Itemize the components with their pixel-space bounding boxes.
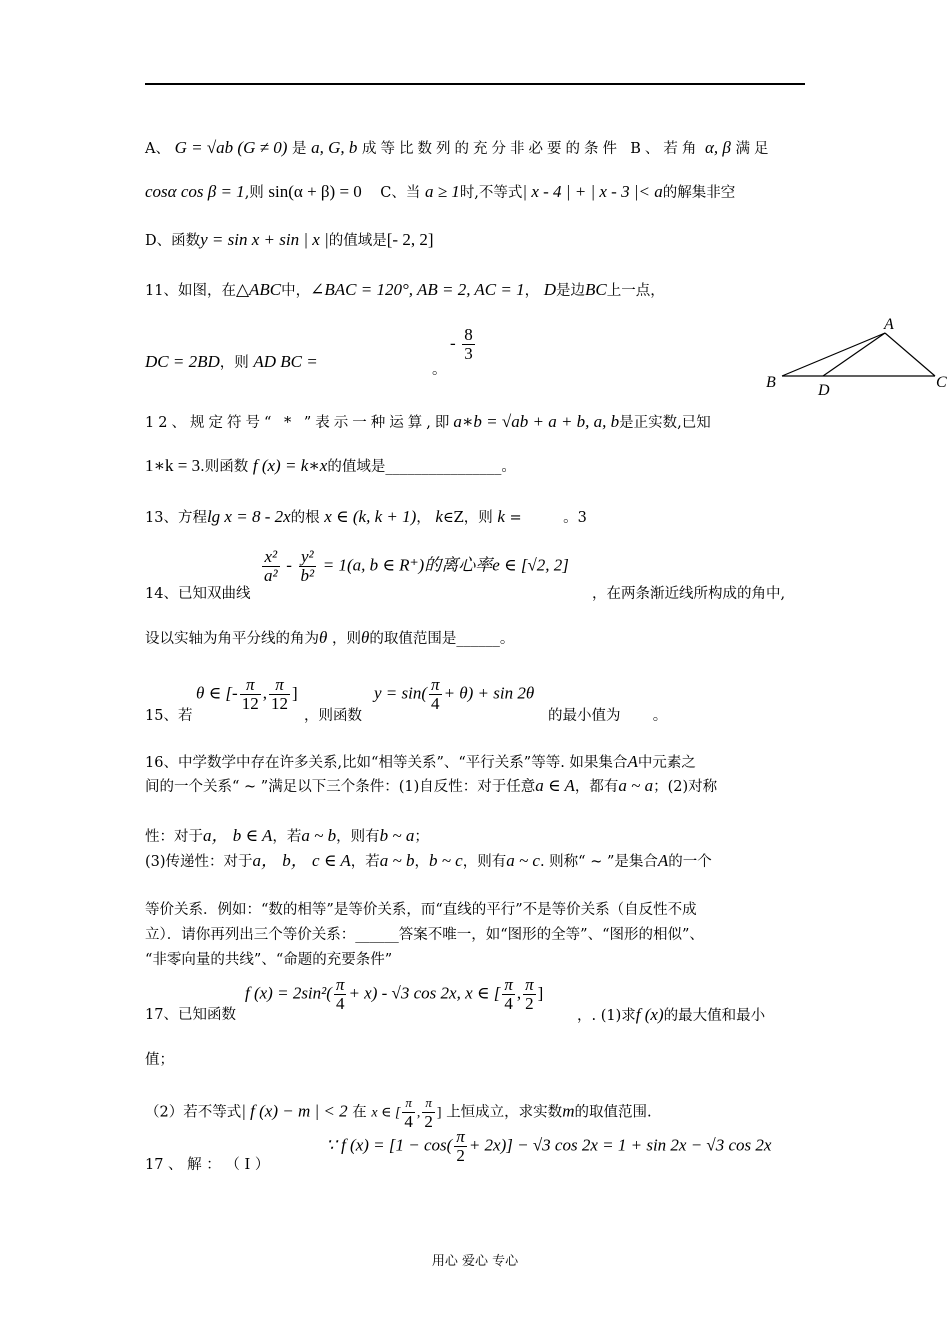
question-15-mid: ，则函数 xyxy=(304,708,362,724)
point-c-label: C xyxy=(936,374,947,391)
question-16-line7: “非零向量的共线”、“命题的充要条件” xyxy=(145,952,393,968)
question-17-line3: （2）若不等式| f (x) − m | < 2 在 x ∈ [ $\frac{\pi}{4}$ , $\frac{\pi}{2}$ ] 上恒成立，求实数m的取值范围. xyxy=(145,1095,652,1131)
question-16-line1: 16、中学数学中存在许多关系,比如“相等关系”、“平行关系”等等. 如果集合A中元素之 xyxy=(145,752,696,771)
question-15-function: y = sin( $\frac{\pi}{4}$ + θ) + sin 2θ xyxy=(374,675,535,713)
question-15-label: 15、若 xyxy=(145,708,193,724)
page-footer: 用心 爱心 专心 xyxy=(431,1254,519,1269)
question-11-line1: 11、如图，在△ABC中，∠BAC = 120°, AB = 2, AC = 1， D是边BC上一点， xyxy=(145,280,665,299)
question-14-tail: ，在两条渐近线所构成的角中, xyxy=(592,586,786,602)
question-13-line: 13、方程lg x = 8 - 2x的根 x ∈ (k, k + 1)， k∈Z，则 k = 。3 xyxy=(145,507,587,526)
question-14-label: 14、已知双曲线 xyxy=(145,586,251,602)
question-15-tail: 的最小值为 。 xyxy=(548,708,668,724)
question-14-formula: $\frac{\text{x²}}{\text{a²}}$ - $\frac{\text{y²}}{\text{b²}}$ = 1(a, b ∈ R⁺)的离心率e ∈ [√2, 2] xyxy=(264,547,569,585)
header-rule xyxy=(145,83,805,85)
question-16-line4: (3)传递性：对于a， b， c ∈ A，若a ~ b，b ~ c，则有a ~ c. 则称“ ~ ”是集合A的一个 xyxy=(145,851,712,870)
question-16-line3: 性：对于a， b ∈ A，若a ~ b，则有b ~ a； xyxy=(145,826,429,845)
question-16-line2: 间的一个关系“ ~ ”满足以下三个条件：(1)自反性：对于任意a ∈ A，都有a ~ a；(2)对称 xyxy=(145,776,718,795)
point-a-label: A xyxy=(884,316,894,333)
option-d-formula: y = sin x + sin | x | xyxy=(200,230,329,249)
question-17-tail: ，. (1)求f (x)的最大值和最小 xyxy=(577,1005,766,1024)
question-16-line6: 立）．请你再列出三个等价关系：______答案不唯一，如“图形的全等”、“图形的相似”、 xyxy=(145,927,704,943)
question-17-function: f (x) = 2sin²( $\frac{\pi}{4}$ + x) - √3 cos 2x, x ∈ [ $\frac{\pi}{4}$ , $\frac{\pi}{2}$ ] xyxy=(245,975,544,1013)
point-d-label: D xyxy=(818,382,830,399)
option-c-inequality: | x - 4 | + | x - 3 |< a xyxy=(522,182,663,201)
question-16-line5: 等价关系．例如：“数的相等”是等价关系，而“直线的平行”不是等价关系（自反性不成 xyxy=(145,902,697,918)
question-17-label: 17、已知函数 xyxy=(145,1007,236,1023)
question-15-domain: θ ∈ [- $\frac{\pi}{12}$ , $\frac{\pi}{12}$ ] xyxy=(196,675,298,713)
option-a-line: A、 G = √ab (G ≠ 0) 是 a, G, b 成等比数列的充分非必要的条件 B、若角 α, β 满足 xyxy=(145,138,773,157)
triangle-figure xyxy=(760,310,950,402)
option-a-formula: G = √ab (G ≠ 0) xyxy=(174,138,288,157)
question-11-answer: - $\frac{8}{3}$ xyxy=(450,325,473,363)
question-17-line2: 值； xyxy=(145,1052,174,1068)
question-14-line2: 设以实轴为角平分线的角为θ ，则θ的取值范围是______。 xyxy=(145,628,515,647)
option-b-c-line: cosα cos β = 1,则 sin(α + β) = 0 C、当 a ≥ 1时,不等式| x - 4 | + | x - 3 |< a的解集非空 xyxy=(145,182,736,201)
question-12-line1: 12、规定符号“ * ”表示一种运算,即a∗b = √ab + a + b, a, b是正实数,已知 xyxy=(145,412,711,431)
point-b-label: B xyxy=(766,374,776,391)
question-17-solution-label: 17 、 解 ： （ Ⅰ ） xyxy=(145,1157,270,1173)
option-d-line: D、函数y = sin x + sin | x |的值域是[- 2, 2] xyxy=(145,230,434,249)
question-11-line2: DC = 2BD，则 AD BC = xyxy=(145,352,318,371)
question-12-line2: 1∗k = 3.则函数 f (x) = k∗x的值域是________________。 xyxy=(145,456,516,475)
question-17-solution-formula: ∵ f (x) = [1 − cos( $\frac{\pi}{2}$ + 2x)] − √3 cos 2x = 1 + sin 2x − √3 cos 2x xyxy=(326,1127,772,1165)
option-b-formula: cosα cos β = 1 xyxy=(145,182,245,201)
question-11-period: 。 xyxy=(432,362,447,378)
